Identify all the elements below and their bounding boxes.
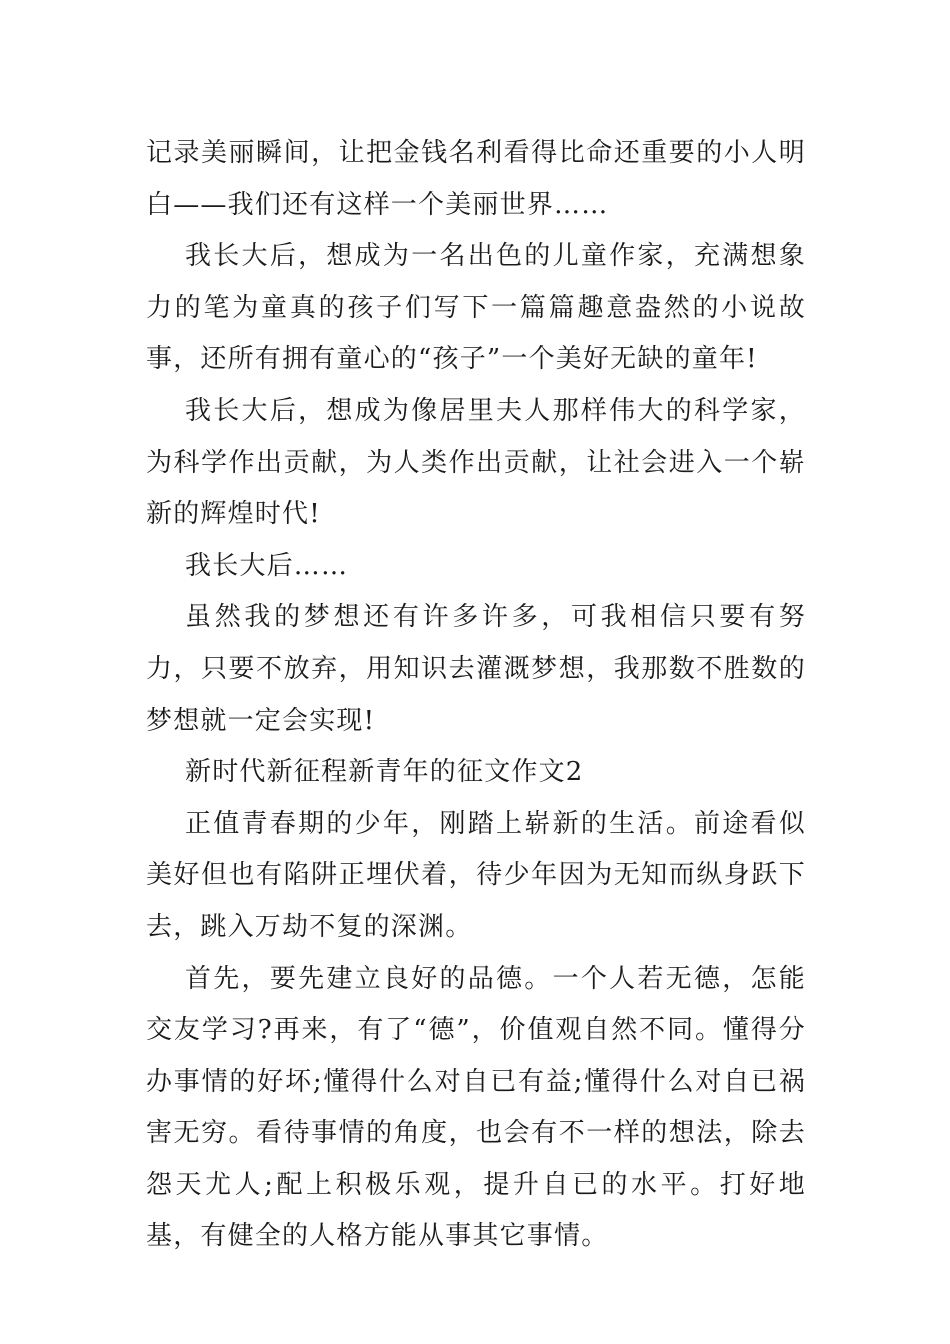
paragraph-scientist-dream: 我长大后，想成为像居里夫人那样伟大的科学家，为科学作出贡献，为人类作出贡献，让社会进入一个崭新的辉煌时代! — [146, 395, 806, 530]
paragraph-virtue: 首先，要先建立良好的品德。一个人若无德，怎能交友学习?再来，有了“德”，价值观自然不同。懂得分办事情的好坏;懂得什么对自已有益;懂得什么对自已祸害无穷。看待事情的角度，也会有不一样的想法，除去怨天尤人;配上积极乐观，提升自已的水平。打好地基，有健全的人格方能从事其它事情。 — [146, 963, 806, 1252]
essay-title-2: 新时代新征程新青年的征文作文2 — [185, 757, 584, 788]
paragraph-when-i-grow-up: 我长大后…… — [185, 550, 349, 581]
paragraph-dreams-conclusion: 虽然我的梦想还有许多许多，可我相信只要有努力，只要不放弃，用知识去灌溉梦想，我那数不胜数的梦想就一定会实现! — [146, 602, 806, 736]
paragraph-writer-dream: 我长大后，想成为一名出色的儿童作家，充满想象力的笔为童真的孩子们写下一篇篇趣意盎然的小说故事，还所有拥有童心的“孩子”一个美好无缺的童年! — [146, 241, 806, 375]
paragraph-continuation: 记录美丽瞬间，让把金钱名利看得比命还重要的小人明白——我们还有这样一个美丽世界…… — [146, 138, 806, 220]
document-body — [146, 128, 806, 1263]
paragraph-youth-intro: 正值青春期的少年，刚踏上崭新的生活。前途看似美好但也有陷阱正埋伏着，待少年因为无知而纵身跃下去，跳入万劫不复的深渊。 — [146, 808, 806, 942]
